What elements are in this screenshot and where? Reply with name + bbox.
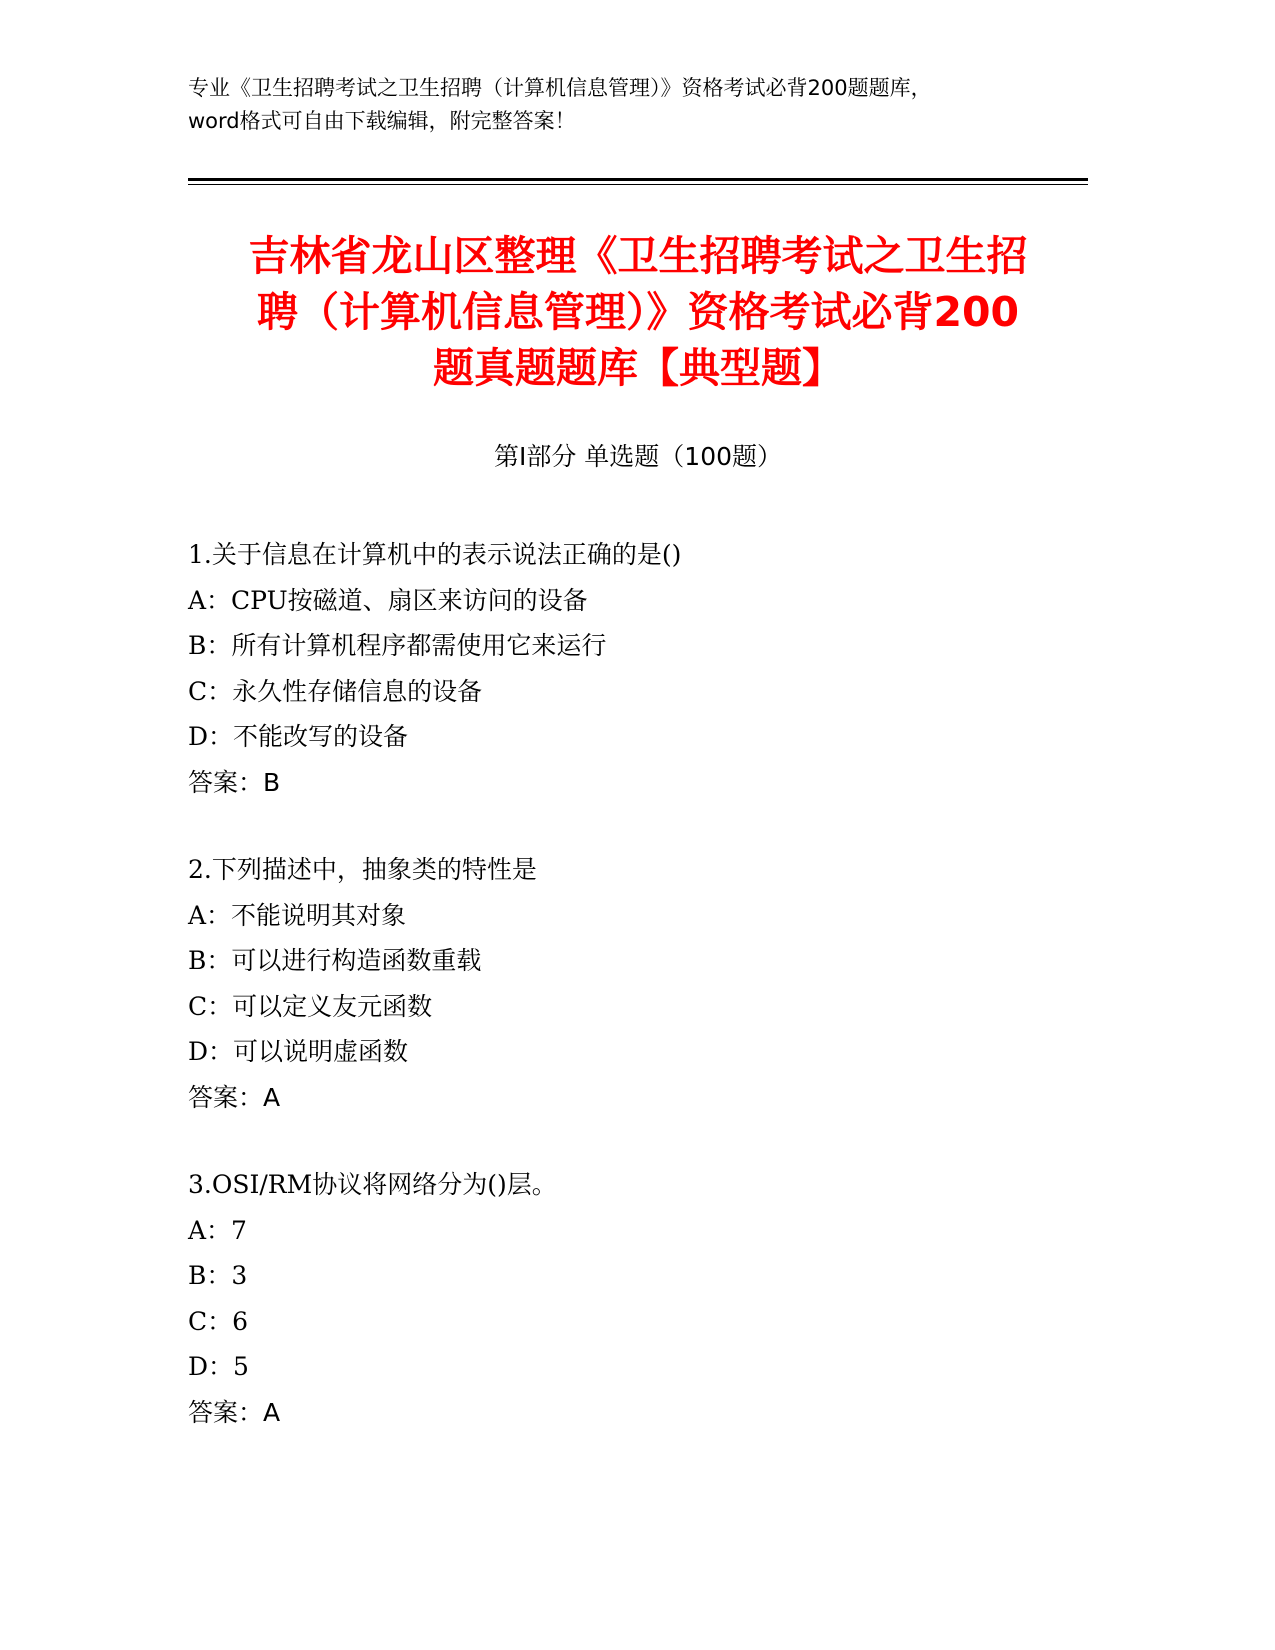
document-title [188,228,1088,396]
question-answer: 答案：A [188,1082,281,1112]
header-line-2: word格式可自由下载编辑，附完整答案！ [188,109,576,133]
section-heading: 第I部分 单选题（100题） [493,442,783,471]
option-b: B：3 [188,1261,248,1290]
question-list [188,532,1088,1477]
option-c: C：可以定义友元函数 [188,991,433,1021]
title-line-2: 聘（计算机信息管理）》资格考试必背200 [256,288,1020,336]
option-a: A：7 [188,1215,247,1245]
question-1 [188,532,1088,805]
header-divider-thick [188,178,1088,181]
option-a: A：CPU按磁道、扇区来访问的设备 [188,585,588,615]
option-a: A：不能说明其对象 [188,900,407,930]
header-divider-thin [188,184,1088,185]
question-2 [188,847,1088,1120]
document-header [188,72,1088,138]
option-c: C：永久性存储信息的设备 [188,676,483,706]
option-d: D：可以说明虚函数 [188,1037,409,1066]
question-stem: 3.OSI/RM协议将网络分为()层。 [188,1170,557,1199]
option-b: B：可以进行构造函数重载 [188,946,482,975]
question-3 [188,1162,1088,1435]
question-stem: 1.关于信息在计算机中的表示说法正确的是() [188,540,682,569]
option-d: D：不能改写的设备 [188,722,409,751]
question-answer: 答案：B [188,767,281,797]
header-line-1: 专业《卫生招聘考试之卫生招聘（计算机信息管理）》资格考试必背200题题库， [188,76,932,100]
question-stem: 2.下列描述中，抽象类的特性是 [188,855,537,884]
title-line-3: 题真题题库【典型题】 [433,344,843,392]
option-b: B：所有计算机程序都需使用它来运行 [188,631,607,660]
question-answer: 答案：A [188,1397,281,1427]
option-d: D：5 [188,1352,249,1381]
title-line-1: 吉林省龙山区整理《卫生招聘考试之卫生招 [248,232,1028,280]
option-c: C：6 [188,1306,249,1336]
